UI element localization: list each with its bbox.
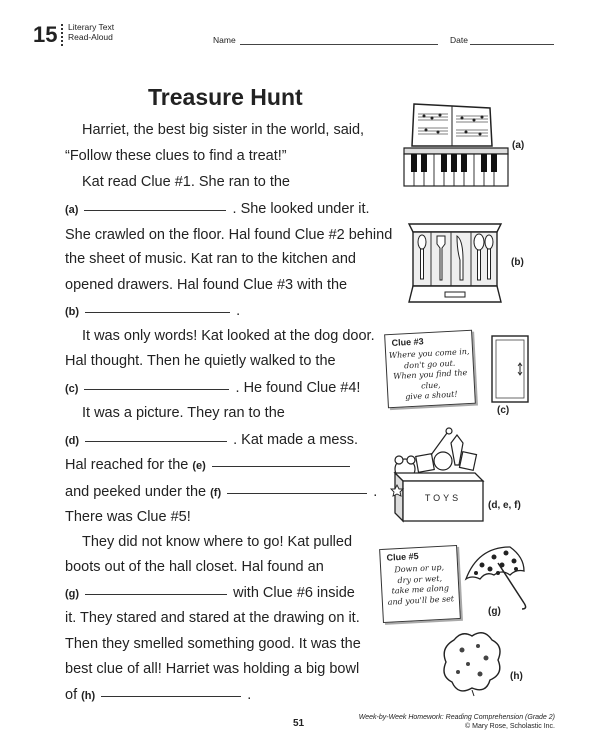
toy-box-label: TOYS	[424, 493, 462, 503]
story-text: of	[65, 687, 78, 703]
answer-blank-f[interactable]	[227, 493, 367, 494]
clue-card-5	[379, 545, 461, 623]
footer-credit	[359, 713, 555, 731]
answer-blank-a[interactable]	[84, 210, 226, 211]
picture-label-b: (b)	[511, 257, 524, 268]
name-field[interactable]	[240, 44, 438, 45]
section-label-line1: Literary Text	[68, 22, 115, 32]
section-label	[68, 22, 114, 42]
page-number: 15	[33, 22, 58, 47]
story-line-14	[65, 457, 352, 473]
cookie-icon	[440, 628, 506, 698]
picture-label-a: (a)	[512, 140, 525, 151]
story-line-22: best clue of all! Harriet was holding a big bowl	[65, 661, 360, 677]
story-text: .	[373, 484, 378, 500]
umbrella-icon	[460, 543, 540, 613]
story-line-12: It was a picture. They ran to the	[82, 405, 285, 421]
story-line-7: opened drawers. Hal found Clue #3 with the	[65, 277, 348, 293]
story-text: .	[236, 303, 241, 319]
clue-line: dry or wet,	[397, 573, 443, 585]
story-line-2: “Follow these clues to find a treat!”	[65, 148, 287, 164]
story-line-10: Hal thought. Then he quietly walked to the	[65, 353, 336, 369]
story-line-16: There was Clue #5!	[65, 509, 191, 525]
door-icon	[490, 334, 530, 404]
picture-label-c: (c)	[497, 405, 510, 416]
story-line-23	[65, 687, 251, 703]
story-text: Hal reached for the	[65, 457, 189, 473]
story-line-17: They did not know where to go! Kat pulled	[82, 534, 353, 550]
story-line-19	[65, 585, 355, 601]
story-line-21: Then they smelled something good. It was the	[65, 636, 361, 652]
page-title: Treasure Hunt	[148, 84, 303, 110]
story-line-20: it. They stared and stared at the drawing on it.	[65, 610, 360, 626]
story-line-9: It was only words! Kat looked at the dog door.	[82, 328, 375, 344]
footer-credit-line1: Week-by-Week Homework: Reading Comprehension (Grade 2)	[358, 714, 555, 721]
answer-blank-h[interactable]	[101, 696, 241, 697]
story-line-11	[65, 380, 360, 396]
blank-tag-c: (c)	[65, 383, 79, 395]
answer-blank-g[interactable]	[85, 594, 227, 595]
story-text: with Clue #6 inside	[233, 585, 355, 601]
blank-tag-g: (g)	[65, 588, 80, 600]
story-text: . She looked under it.	[232, 201, 370, 217]
story-text: . He found Clue #4!	[235, 380, 361, 396]
answer-blank-c[interactable]	[84, 389, 229, 390]
answer-blank-b[interactable]	[85, 312, 230, 313]
footer-page-number: 51	[293, 718, 305, 729]
clue-line: and you'll be set	[387, 593, 455, 607]
clue-line: give a shout!	[404, 389, 458, 402]
story-line-3: Kat read Clue #1. She ran to the	[82, 174, 290, 190]
picture-label-h: (h)	[510, 671, 523, 682]
picture-label-g: (g)	[488, 606, 501, 617]
clue-card-3	[384, 330, 476, 409]
story-line-18: boots out of the hall closet. Hal found an	[65, 559, 324, 575]
clue-line: don't go out.	[403, 358, 456, 370]
clue-card-text	[386, 347, 475, 404]
story-line-4	[65, 201, 370, 217]
answer-blank-d[interactable]	[85, 441, 227, 442]
story-line-1: Harriet, the best big sister in the world, said,	[82, 122, 365, 138]
picture-label-def: (d, e, f)	[488, 500, 521, 511]
clue-line: take me along	[391, 583, 450, 596]
utensil-drawer-icon	[405, 220, 505, 306]
story-line-8	[65, 303, 240, 319]
section-label-line2: Read-Aloud	[68, 32, 113, 42]
blank-tag-b: (b)	[65, 306, 80, 318]
blank-tag-d: (d)	[65, 435, 80, 447]
story-text: .	[247, 687, 252, 703]
story-line-15	[65, 484, 377, 500]
blank-tag-a: (a)	[65, 204, 79, 216]
clue-line: Down or up,	[394, 562, 445, 575]
clue-card-text	[381, 562, 459, 608]
clue-line: When you find the clue,	[393, 368, 468, 390]
answer-blank-e[interactable]	[212, 466, 350, 467]
story-line-5: She crawled on the floor. Hal found Clue #2 behind	[65, 227, 393, 243]
blank-tag-h: (h)	[81, 690, 96, 702]
story-line-13	[65, 432, 358, 448]
clue-line: Where you come in,	[388, 346, 470, 361]
date-field[interactable]	[470, 44, 554, 45]
story-text: and peeked under the	[65, 484, 207, 500]
footer-credit-line2: © Mary Rose, Scholastic Inc.	[465, 723, 555, 730]
header-divider	[61, 24, 63, 46]
name-label: Name	[213, 35, 236, 45]
story-text: . Kat made a mess.	[233, 432, 359, 448]
blank-tag-f: (f)	[210, 487, 222, 499]
clue-card-title: Clue #3	[391, 336, 424, 348]
piano-icon	[400, 100, 510, 188]
toy-box-icon	[387, 425, 487, 525]
blank-tag-e: (e)	[192, 460, 206, 472]
date-label: Date	[450, 35, 468, 45]
clue-card-title: Clue #5	[386, 551, 419, 563]
story-line-6: the sheet of music. Kat ran to the kitchen and	[65, 251, 356, 267]
